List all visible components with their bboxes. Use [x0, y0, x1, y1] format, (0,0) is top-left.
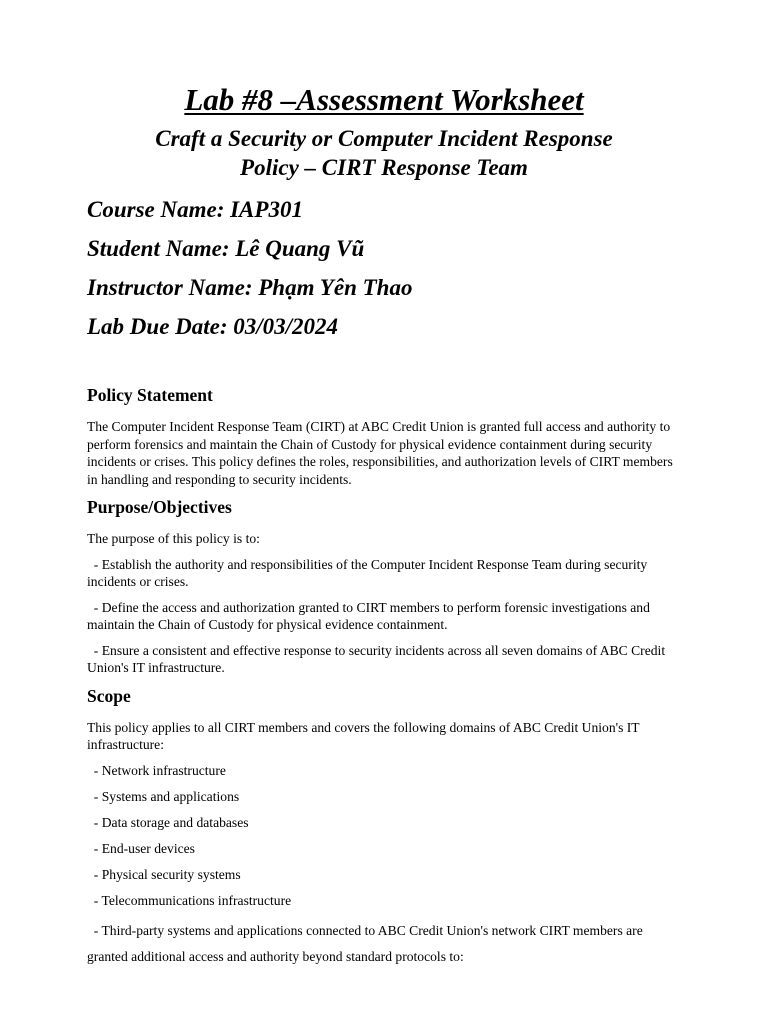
scope-item: - Data storage and databases [87, 814, 249, 830]
course-name: Course Name: IAP301 [87, 197, 303, 222]
purpose-intro: The purpose of this policy is to: [87, 531, 260, 546]
student-name: Student Name: Lê Quang Vũ [87, 236, 365, 261]
subtitle-line-2: Policy – CIRT Response Team [240, 155, 528, 180]
worksheet-subtitle [0, 124, 768, 182]
scope-item: - End-user devices [87, 840, 195, 856]
purpose-heading: Purpose/Objectives [87, 497, 232, 517]
scope-heading: Scope [87, 685, 131, 706]
policy-statement-heading: Policy Statement [87, 385, 213, 405]
scope-item: - Telecommunications infrastructure [87, 892, 292, 908]
scope-intro: This policy applies to all CIRT members and covers the following domains of ABC Credit Union's IT infrastructure: [87, 719, 640, 752]
scope-item: - Network infrastructure [87, 762, 226, 778]
policy-statement-body: The Computer Incident Response Team (CIRT) at ABC Credit Union is granted full access and authority to perform forensics and maintain the Chain of Custody for physical evidence containment during security incidents or crises. This policy defines the roles, responsibilities, and authorization levels of CIRT members in handling and responding to security incidents. [87, 419, 673, 487]
purpose-item: - Establish the authority and responsibilities of the Computer Incident Response Team during security incidents or crises. [87, 556, 651, 589]
scope-item: - Physical security systems [87, 866, 241, 882]
purpose-item: - Ensure a consistent and effective response to security incidents across all seven domains of ABC Credit Union's IT infrastructure. [87, 642, 669, 675]
scope-item: - Third-party systems and applications connected to ABC Credit Union's network CIRT members are granted additional access and authority beyond standard protocols to: [87, 922, 647, 964]
scope-item: - Systems and applications [87, 788, 240, 804]
instructor-name: Instructor Name: Phạm Yên Thao [87, 275, 413, 300]
lab-due-date: Lab Due Date: 03/03/2024 [87, 314, 339, 339]
worksheet-title: Lab #8 –Assessment Worksheet [184, 82, 584, 117]
purpose-item: - Define the access and authorization granted to CIRT members to perform forensic investigations and maintain the Chain of Custody for physical evidence containment. [87, 599, 654, 632]
subtitle-line-1: Craft a Security or Computer Incident Response [155, 126, 613, 151]
document-body [87, 384, 677, 978]
